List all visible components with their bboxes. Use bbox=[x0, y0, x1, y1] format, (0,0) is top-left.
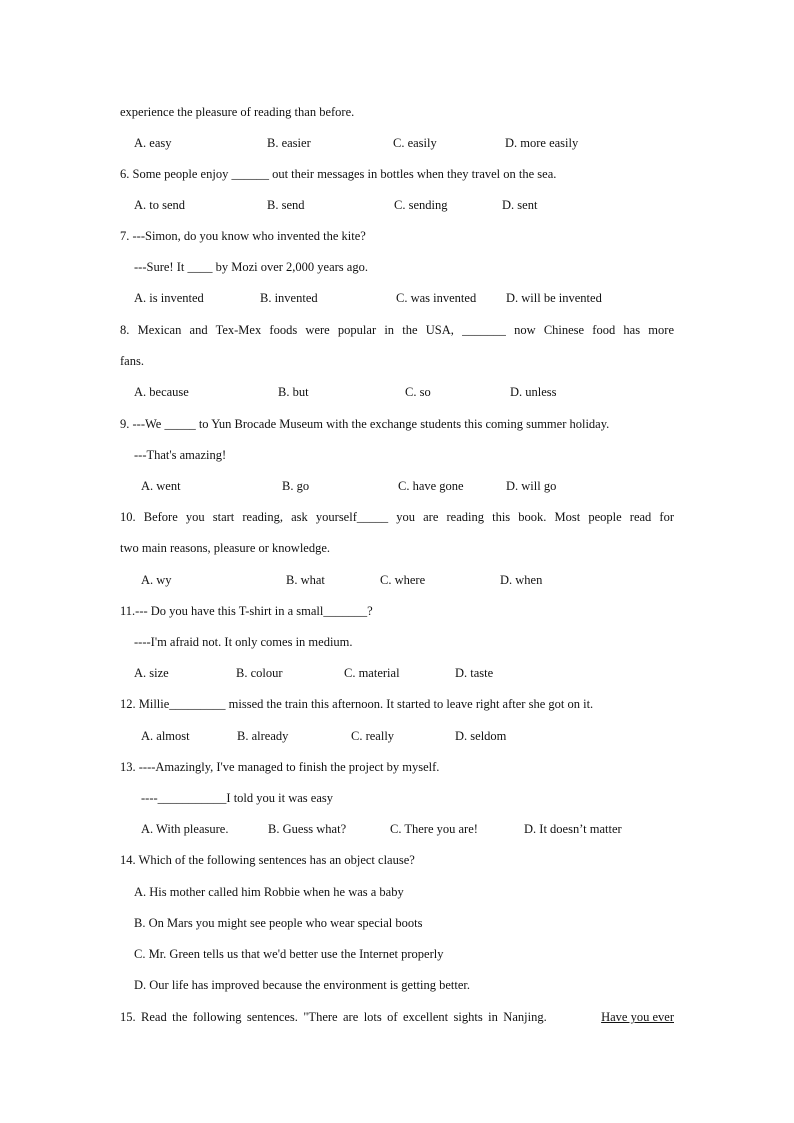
q9-option-d: D. will go bbox=[506, 479, 557, 493]
q7-option-d: D. will be invented bbox=[506, 291, 602, 305]
q11-stem: 11.--- Do you have this T-shirt in a small_______? bbox=[120, 604, 373, 618]
q12-option-a: A. almost bbox=[141, 729, 190, 743]
q9-option-b: B. go bbox=[282, 479, 310, 493]
q10-option-a: A. wy bbox=[141, 573, 172, 587]
q5-option-a: A. easy bbox=[134, 136, 172, 150]
q6-option-a: A. to send bbox=[134, 198, 186, 212]
q7-option-c: C. was invented bbox=[396, 291, 477, 305]
q7-stem: 7. ---Simon, do you know who invented the kite? bbox=[120, 229, 366, 243]
q12-stem: 12. Millie_________ missed the train this afternoon. It started to leave right after she got on it. bbox=[120, 697, 594, 711]
q14-option-b: B. On Mars you might see people who wear special boots bbox=[134, 916, 423, 930]
q5-option-b: B. easier bbox=[267, 136, 311, 150]
q14-option-c: C. Mr. Green tells us that we'd better use the Internet properly bbox=[134, 947, 444, 961]
q14-stem: 14. Which of the following sentences has an object clause? bbox=[120, 853, 415, 867]
q6-stem: 6. Some people enjoy ______ out their messages in bottles when they travel on the sea. bbox=[120, 167, 557, 181]
q13-reply: ----___________I told you it was easy bbox=[141, 791, 333, 805]
q11-option-c: C. material bbox=[344, 666, 400, 680]
q13-option-d: D. It doesn’t matter bbox=[524, 822, 622, 836]
q15-stem-line bbox=[120, 1009, 674, 1025]
q12-option-b: B. already bbox=[237, 729, 289, 743]
q12-option-c: C. really bbox=[351, 729, 395, 743]
q6-option-d: D. sent bbox=[502, 198, 538, 212]
q14-option-a: A. His mother called him Robbie when he was a baby bbox=[134, 885, 404, 899]
q7-reply: ---Sure! It ____ by Mozi over 2,000 years ago. bbox=[134, 260, 368, 274]
q11-reply: ----I'm afraid not. It only comes in medium. bbox=[134, 635, 353, 649]
q5-option-c: C. easily bbox=[393, 136, 437, 150]
q8-stem-line-1: 8. Mexican and Tex-Mex foods were popular in the USA, _______ now Chinese food has more bbox=[120, 323, 674, 337]
q9-reply: ---That's amazing! bbox=[134, 448, 227, 462]
q6-option-c: C. sending bbox=[394, 198, 448, 212]
q8-option-c: C. so bbox=[405, 385, 431, 399]
q12-option-d: D. seldom bbox=[455, 729, 507, 743]
q10-option-b: B. what bbox=[286, 573, 325, 587]
q11-option-a: A. size bbox=[134, 666, 169, 680]
q10-option-d: D. when bbox=[500, 573, 543, 587]
q11-option-d: D. taste bbox=[455, 666, 494, 680]
q8-option-b: B. but bbox=[278, 385, 309, 399]
q7-option-b: B. invented bbox=[260, 291, 318, 305]
q10-stem-line-2: two main reasons, pleasure or knowledge. bbox=[120, 541, 331, 555]
q13-option-b: B. Guess what? bbox=[268, 822, 347, 836]
q13-option-a: A. With pleasure. bbox=[141, 822, 229, 836]
q8-option-d: D. unless bbox=[510, 385, 557, 399]
q11-option-b: B. colour bbox=[236, 666, 283, 680]
q10-option-c: C. where bbox=[380, 573, 426, 587]
q8-option-a: A. because bbox=[134, 385, 189, 399]
q6-option-b: B. send bbox=[267, 198, 305, 212]
q9-option-c: C. have gone bbox=[398, 479, 464, 493]
q10-stem-line-1: 10. Before you start reading, ask yourself_____ you are reading this book. Most people read for bbox=[120, 510, 674, 524]
q7-option-a: A. is invented bbox=[134, 291, 204, 305]
q8-stem-line-2: fans. bbox=[120, 354, 144, 368]
q9-stem: 9. ---We _____ to Yun Brocade Museum with the exchange students this coming summer holiday. bbox=[120, 417, 610, 431]
q15-stem: 15. Read the following sentences. "There are lots of excellent sights in Nanjing. bbox=[120, 1010, 547, 1024]
q13-stem: 13. ----Amazingly, I've managed to finish the project by myself. bbox=[120, 760, 440, 774]
q14-option-d: D. Our life has improved because the environment is getting better. bbox=[134, 978, 471, 992]
continuation-line: experience the pleasure of reading than before. bbox=[120, 105, 355, 119]
q15-underlined-phrase: Have you ever bbox=[601, 1010, 674, 1024]
q5-option-d: D. more easily bbox=[505, 136, 579, 150]
q13-option-c: C. There you are! bbox=[390, 822, 478, 836]
q9-option-a: A. went bbox=[141, 479, 181, 493]
